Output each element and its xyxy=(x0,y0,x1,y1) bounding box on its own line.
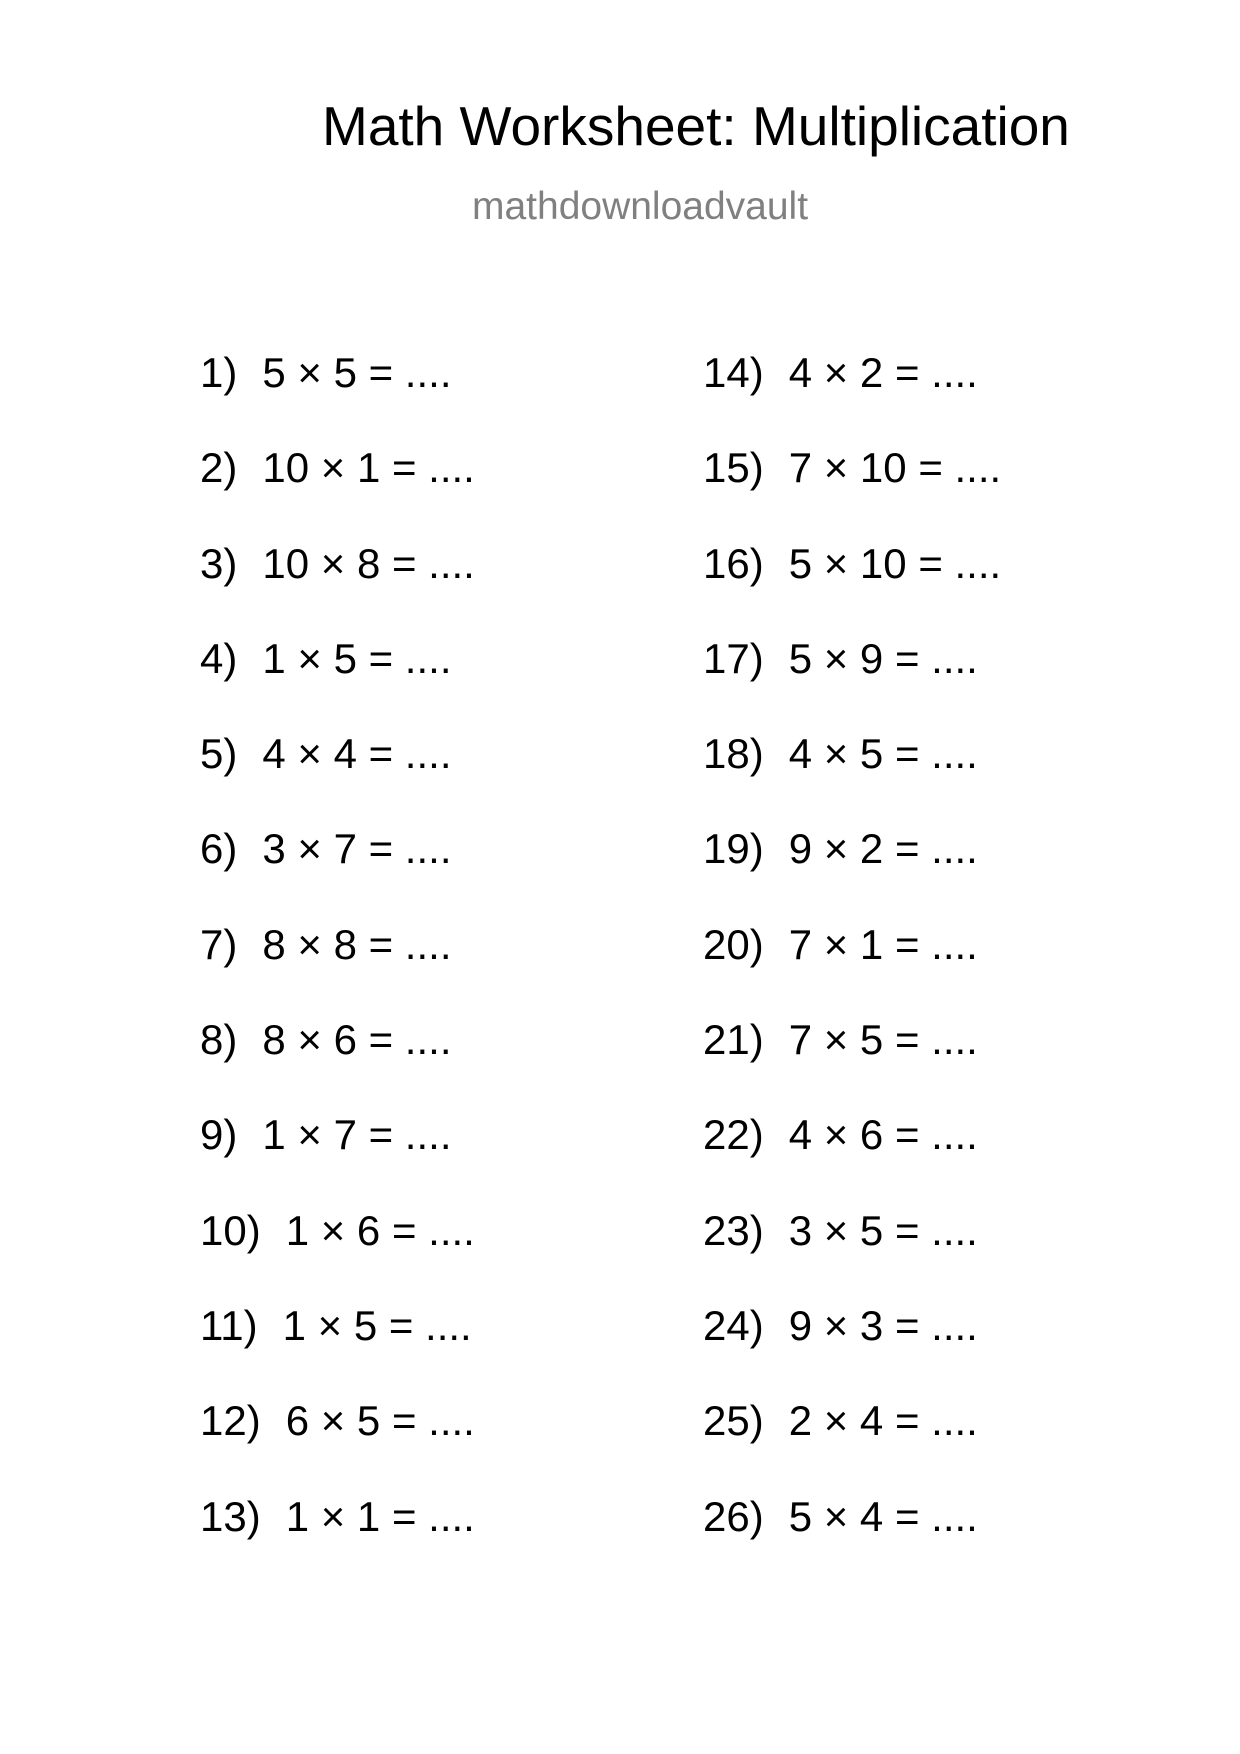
page-title: Math Worksheet: Multiplication xyxy=(322,95,1070,157)
problem-expression: 5 × 10 = .... xyxy=(788,539,1002,587)
problem-expression: 8 × 6 = .... xyxy=(262,1016,452,1064)
problem-number: 23) xyxy=(703,1206,764,1254)
problem-item xyxy=(703,825,1203,923)
problem-number: 17) xyxy=(703,634,764,682)
problem-item xyxy=(703,730,1203,828)
problem-item xyxy=(703,1206,1203,1305)
problem-number: 6) xyxy=(200,825,238,873)
problem-item xyxy=(200,444,700,542)
problem-item xyxy=(200,1301,700,1400)
problem-expression: 5 × 4 = .... xyxy=(788,1492,978,1540)
problem-item xyxy=(703,920,1203,1019)
problem-item xyxy=(703,349,1203,447)
problem-number: 21) xyxy=(703,1016,764,1064)
problem-expression: 1 × 1 = .... xyxy=(285,1492,475,1540)
problem-item xyxy=(200,1492,700,1591)
problem-expression: 7 × 10 = .... xyxy=(788,444,1002,492)
problem-expression: 1 × 5 = .... xyxy=(262,634,452,682)
problem-item xyxy=(703,1016,1203,1114)
problem-number: 16) xyxy=(703,539,764,587)
problem-item xyxy=(703,444,1203,542)
problem-item xyxy=(200,1397,700,1495)
problem-number: 26) xyxy=(703,1492,764,1540)
problem-expression: 5 × 9 = .... xyxy=(788,634,978,682)
problem-expression: 7 × 5 = .... xyxy=(788,1016,978,1064)
problem-number: 1) xyxy=(200,349,238,396)
problem-number: 14) xyxy=(703,349,764,396)
problem-item xyxy=(200,825,700,923)
problem-expression: 1 × 7 = .... xyxy=(262,1111,452,1159)
problem-item xyxy=(200,1016,700,1114)
problem-number: 22) xyxy=(703,1111,764,1159)
problem-column-right xyxy=(703,349,1203,1591)
problem-item xyxy=(200,349,700,447)
problem-number: 3) xyxy=(200,539,238,587)
problem-expression: 9 × 3 = .... xyxy=(788,1301,978,1349)
problem-number: 9) xyxy=(200,1111,238,1159)
problem-expression: 2 × 4 = .... xyxy=(788,1397,978,1445)
problem-number: 12) xyxy=(200,1397,261,1445)
problem-expression: 9 × 2 = .... xyxy=(788,825,978,873)
problem-item xyxy=(703,539,1203,638)
problem-expression: 8 × 8 = .... xyxy=(262,920,452,968)
problem-number: 10) xyxy=(200,1206,261,1254)
problem-number: 18) xyxy=(703,730,764,778)
problem-number: 8) xyxy=(200,1016,238,1064)
problem-number: 20) xyxy=(703,920,764,968)
problem-item xyxy=(200,920,700,1019)
problem-item xyxy=(703,1111,1203,1209)
problem-item xyxy=(703,1301,1203,1400)
problem-item xyxy=(200,539,700,638)
problem-item xyxy=(703,1397,1203,1495)
problem-number: 7) xyxy=(200,920,238,968)
page-subtitle: mathdownloadvault xyxy=(472,185,809,228)
problem-number: 13) xyxy=(200,1492,261,1540)
problem-expression: 3 × 5 = .... xyxy=(788,1206,978,1254)
problem-item xyxy=(703,634,1203,733)
problem-number: 15) xyxy=(703,444,764,492)
problem-expression: 1 × 5 = .... xyxy=(282,1301,472,1349)
problem-expression: 5 × 5 = .... xyxy=(262,349,452,396)
problem-expression: 4 × 5 = .... xyxy=(788,730,978,778)
problem-column-left xyxy=(200,349,700,1591)
problem-number: 4) xyxy=(200,634,238,682)
problem-expression: 10 × 1 = .... xyxy=(262,444,475,492)
problem-expression: 10 × 8 = .... xyxy=(262,539,475,587)
problem-expression: 4 × 4 = .... xyxy=(262,730,452,778)
problem-expression: 4 × 2 = .... xyxy=(788,349,978,396)
problem-item xyxy=(200,730,700,828)
problem-expression: 1 × 6 = .... xyxy=(285,1206,475,1254)
problem-number: 19) xyxy=(703,825,764,873)
problem-number: 5) xyxy=(200,730,238,778)
problem-expression: 4 × 6 = .... xyxy=(788,1111,978,1159)
problem-item xyxy=(200,1206,700,1305)
problem-number: 25) xyxy=(703,1397,764,1445)
problem-expression: 3 × 7 = .... xyxy=(262,825,452,873)
problem-item xyxy=(200,1111,700,1209)
problem-number: 11) xyxy=(200,1301,258,1349)
problem-item xyxy=(200,634,700,733)
problem-number: 24) xyxy=(703,1301,764,1349)
problem-item xyxy=(703,1492,1203,1591)
problem-expression: 6 × 5 = .... xyxy=(285,1397,475,1445)
problem-number: 2) xyxy=(200,444,238,492)
problem-expression: 7 × 1 = .... xyxy=(788,920,978,968)
